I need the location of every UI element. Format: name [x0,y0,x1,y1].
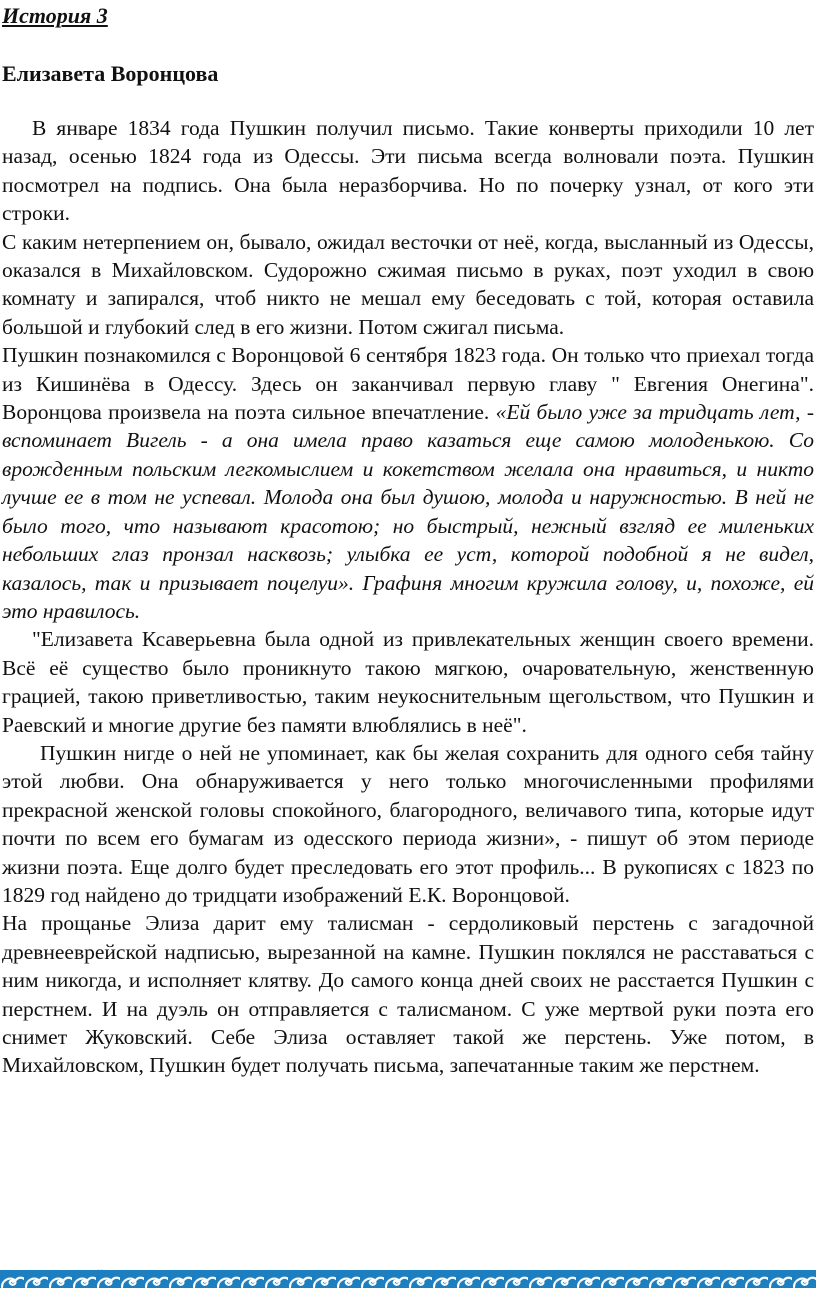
paragraph-2: С каким нетерпением он, бывало, ожидал весточки от неё, когда, высланный из Одессы, оказался в Михайловском. Судорожно сжимая письмо в руках, поэт уходил в свою комнату и запирался, чтоб никто не мешал ему беседовать с той, которая оставила большой и глубокий след в его жизни. Потом сжигал письма. [2,229,814,339]
body-text [2,114,814,1080]
paragraph-6: На прощанье Элиза дарит ему талисман - сердоликовый перстень с загадочной древнееврейской надписью, вырезанной на камне. Пушкин поклялся не расставаться с ним никогда, и исполняет клятву. До самого конца дней своих не расстается Пушкин с перстнем. И на дуэль он отправляется с талисманом. С уже мертвой руки поэта его снимет Жуковский. Себе Элиза оставляет такой же перстень. Уже потом, в Михайловском, Пушкин будет получать письма, запечатанные таким же перстнем. [2,911,814,1078]
paragraph-3 [2,341,814,625]
paragraph-5: Пушкин нигде о ней не упоминает, как бы желая сохранить для одного себя тайну этой любви. Она обнаруживается у него только многочисленными профилями прекрасной женской головы спокойного, благородного, величавого типа, которые идут почти по всем его бумагам из одесского периода жизни», - пишут об этом периоде жизни поэта. Еще долго будет преследовать его этот профиль... В рукописях с 1823 по 1829 год найдено до тридцати изображений Е.К. Воронцовой. [2,740,814,907]
vigel-quote: «Ей было уже за тридцать лет, - вспоминает Вигель - а она имела право казаться еще самою молоденькою. Со врожденным польским легкомыслием и кокетством желала она нравиться, и никто лучше ее в том не успевал. Молода она был душою, молода и наружностью. В ней не было того, что называют красотою; но быстрый, нежный взгляд ее миленьких небольших глаз пронзал насквозь; улыбка ее уст, которой подобной я не видел, казалось, так и призывает поцелуи». Графиня многим кружила голову, и, похоже, ей это нравилось. [2,400,814,623]
decorative-border [0,1270,816,1288]
paragraph-3-text: Пушкин познакомился с Воронцовой 6 сентября 1823 года. Он только что приехал тогда из Кишинёва в Одессу. Здесь он заканчивал первую главу " Евгения Онегина". Воронцова произвела на поэта сильное впечатление. [2,343,814,425]
person-name-heading: Елизавета Воронцова [2,61,219,86]
story-label: История 3 [2,3,108,28]
paragraph-1: В январе 1834 года Пушкин получил письмо. Такие конверты приходили 10 лет назад, осенью 1824 года из Одессы. Эти письма всегда волновали поэта. Пушкин посмотрел на подпись. Она была неразборчива. Но по почерку узнал, от кого эти строки. [2,116,814,226]
wave-scroll-icon [0,1273,816,1288]
paragraph-4: "Елизавета Ксаверьевна была одной из привлекательных женщин своего времени. Всё её существо было проникнуто такою мягкою, очаровательную, женственную грацией, такою приветливостью, таким неукоснительным щегольством, что Пушкин и Раевский и многие другие без памяти влюблялись в неё". [2,627,814,737]
